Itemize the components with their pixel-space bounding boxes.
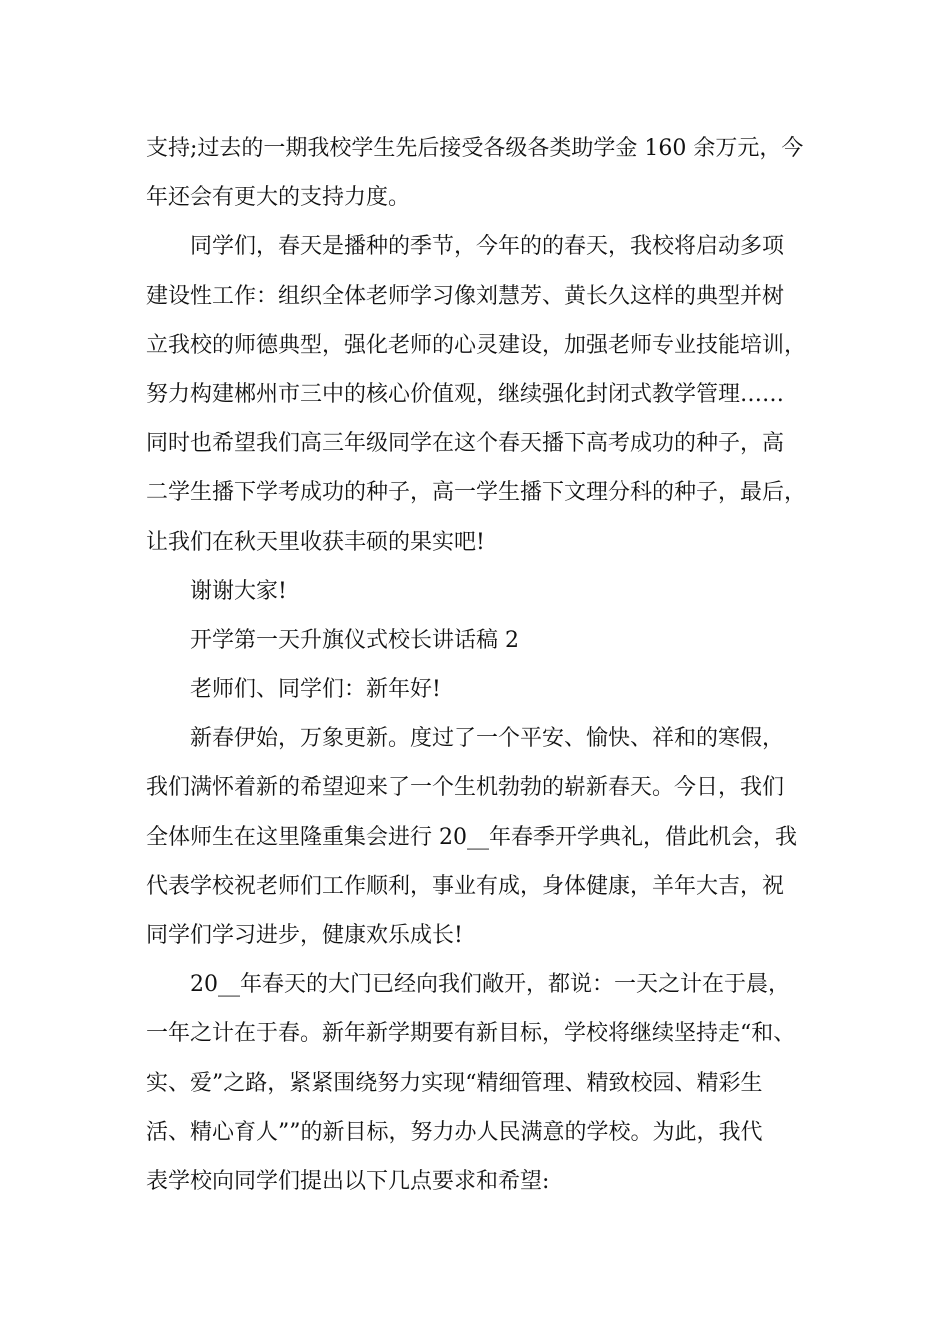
text-line: 代表学校祝老师们工作顺利，事业有成，身体健康，羊年大吉，祝 [146, 873, 785, 899]
salutation: 老师们、同学们：新年好! [190, 677, 441, 703]
document-page [146, 124, 836, 1206]
text-line: 表学校向同学们提出以下几点要求和希望: [146, 1168, 550, 1194]
text-line: 让我们在秋天里收获丰硕的果实吧! [146, 529, 485, 555]
paragraph-start-line: 同学们，春天是播种的季节，今年的的春天，我校将启动多项 [190, 234, 785, 260]
text-line: 活、精心育人””的新目标，努力办人民满意的学校。为此，我代 [146, 1119, 763, 1145]
section-title: 开学第一天升旗仪式校长讲话稿 2 [190, 627, 519, 653]
text-line: 同学们学习进步，健康欢乐成长! [146, 923, 463, 948]
text-line: 实、爱”之路，紧紧围绕努力实现“精细管理、精致校园、精彩生 [146, 1070, 763, 1096]
text-line: 全体师生在这里隆重集会进行 20__年春季开学典礼，借此机会，我 [146, 824, 797, 850]
text-line: 立我校的师德典型，强化老师的心灵建设，加强老师专业技能培训， [146, 332, 807, 358]
text-line: 建设性工作：组织全体老师学习像刘慧芳、黄长久这样的典型并树 [146, 283, 785, 309]
paragraph-start-line: 20__年春天的大门已经向我们敞开，都说：一天之计在于晨， [190, 972, 790, 998]
text-line: 一年之计在于春。新年新学期要有新目标，学校将继续坚持走“和、 [146, 1021, 796, 1047]
closing-thanks: 谢谢大家! [190, 578, 287, 604]
paragraph-start-line: 新春伊始，万象更新。度过了一个平安、愉快、祥和的寒假， [190, 726, 785, 752]
text-line: 二学生播下学考成功的种子，高一学生播下文理分科的种子，最后， [146, 480, 807, 506]
text-line: 努力构建郴州市三中的核心价值观，继续强化封闭式教学管理…… [146, 381, 785, 407]
text-line: 同时也希望我们高三年级同学在这个春天播下高考成功的种子，高 [146, 431, 785, 457]
text-line: 年还会有更大的支持力度。 [146, 185, 411, 211]
text-line: 我们满怀着新的希望迎来了一个生机勃勃的崭新春天。今日，我们 [146, 775, 785, 801]
text-line: 支持;过去的一期我校学生先后接受各级各类助学金 160 余万元，今 [146, 136, 804, 161]
